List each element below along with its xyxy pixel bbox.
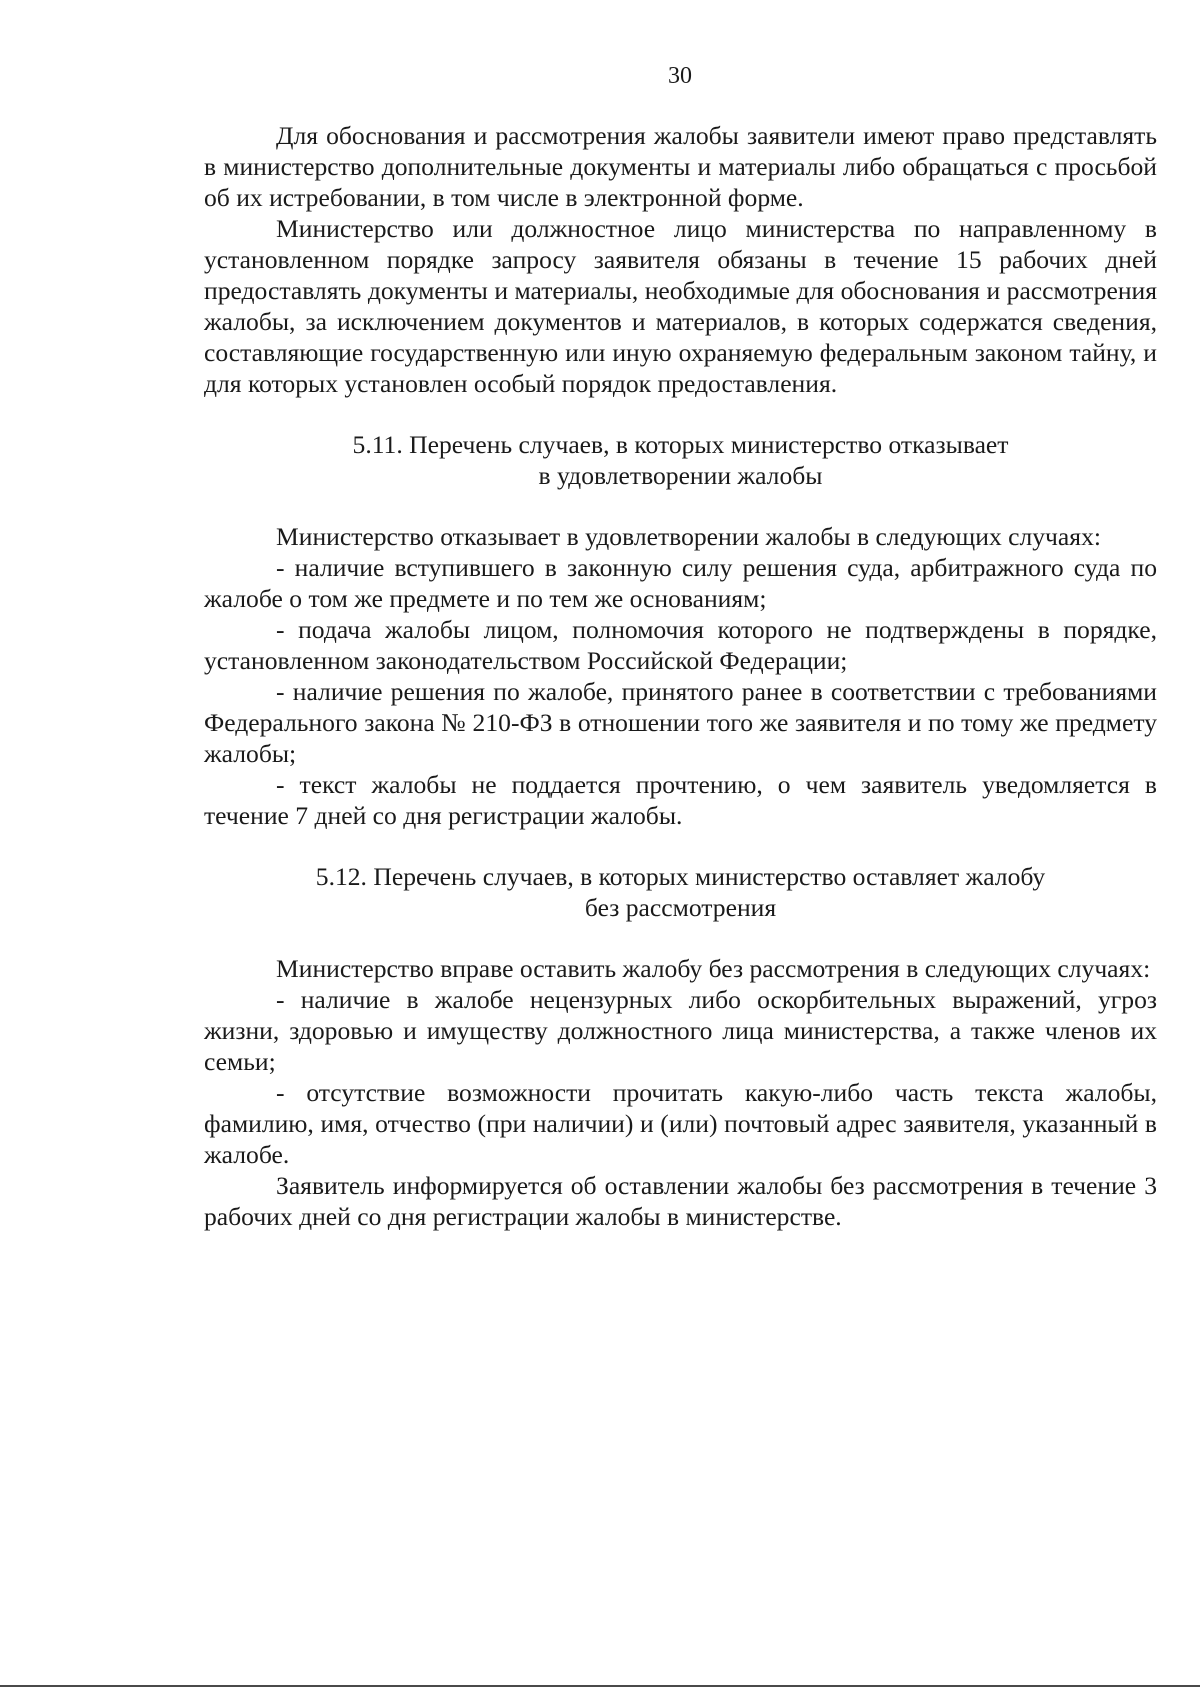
list-item: - текст жалобы не поддается прочтению, о чем заявитель уведомляется в течение 7 дней со дня регистрации жалобы.	[204, 770, 1157, 830]
list-item: - наличие вступившего в законную силу решения суда, арбитражного суда по жалобе о том же предмете и по тем же основаниям;	[204, 553, 1157, 613]
list-item: - наличие в жалобе нецензурных либо оскорбительных выражений, угроз жизни, здоровью и имуществу должностного лица министерства, а также членов их семьи;	[204, 985, 1157, 1076]
paragraph: Министерство вправе оставить жалобу без рассмотрения в следующих случаях:	[276, 954, 1151, 983]
list-item: - наличие решения по жалобе, принятого ранее в соответствии с требованиями Федерального закона № 210-ФЗ в отношении того же заявителя и по тому же предмету жалобы;	[204, 677, 1157, 768]
paragraph: Заявитель информируется об оставлении жалобы без рассмотрения в течение 3 рабочих дней со дня регистрации жалобы в министерстве.	[204, 1171, 1157, 1231]
scan-edge-line	[0, 1685, 1200, 1687]
heading-line: 5.11. Перечень случаев, в которых министерство отказывает	[352, 430, 1009, 459]
section-heading-5-12	[204, 861, 1157, 923]
list-item: - отсутствие возможности прочитать какую-либо часть текста жалобы, фамилию, имя, отчество (при наличии) и (или) почтовый адрес заявителя, указанный в жалобе.	[204, 1078, 1157, 1169]
paragraph: Для обоснования и рассмотрения жалобы заявители имеют право представлять в министерство дополнительные документы и материалы либо обращаться с просьбой об их истребовании, в том числе в электронной форме.	[204, 121, 1157, 212]
section-heading-5-11	[204, 429, 1157, 491]
list-item: - подача жалобы лицом, полномочия которого не подтверждены в порядке, установленном законодательством Российской Федерации;	[204, 615, 1157, 675]
heading-line: 5.12. Перечень случаев, в которых министерство оставляет жалобу	[315, 862, 1046, 891]
page-number: 30	[668, 63, 692, 89]
paragraph: Министерство или должностное лицо министерства по направленному в установленном порядке запросу заявителя обязаны в течение 15 рабочих дней предоставлять документы и материалы, необходимые для обоснования и рассмотрения жалобы, за исключением документов и материалов, в которых содержатся сведения, составляющие государственную или иную охраняемую федеральным законом тайну, и для которых установлен особый порядок предоставления.	[204, 214, 1157, 398]
paragraph: Министерство отказывает в удовлетворении жалобы в следующих случаях:	[276, 522, 1101, 551]
heading-line: без рассмотрения	[584, 893, 777, 922]
heading-line: в удовлетворении жалобы	[538, 461, 823, 490]
document-body	[204, 120, 1157, 1232]
